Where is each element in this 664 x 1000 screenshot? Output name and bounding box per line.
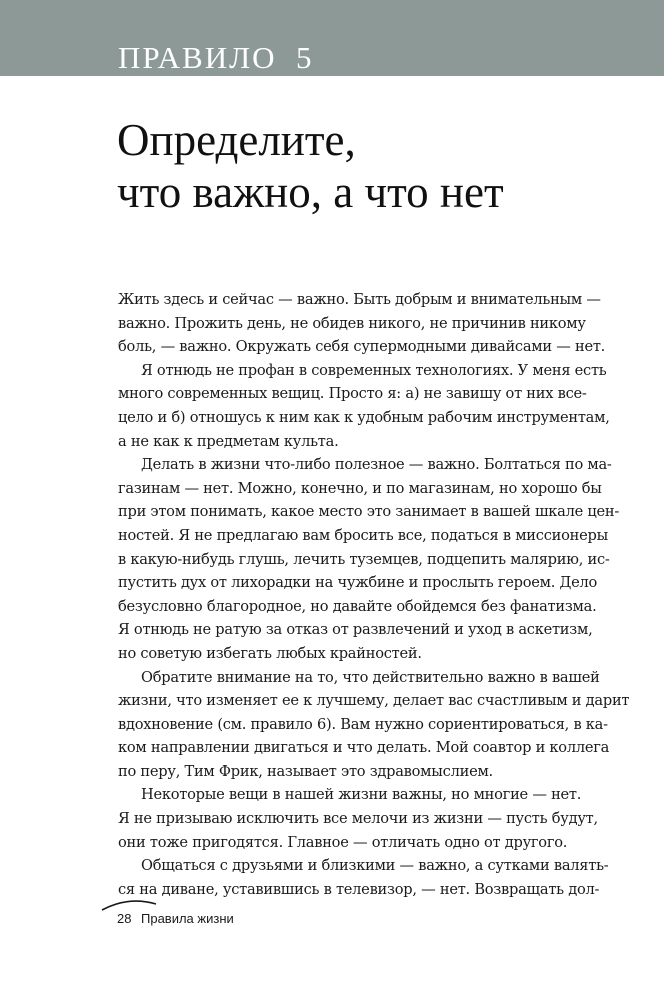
body-line: газинам — нет. Можно, конечно, и по магазинам, но хорошо бы bbox=[118, 479, 602, 497]
chapter-header-band bbox=[0, 0, 664, 76]
page-number: 28 bbox=[117, 911, 132, 926]
rule-number-label: ПРАВИЛО 5 bbox=[118, 40, 314, 75]
body-line: Делать в жизни что-либо полезное — важно. Болтаться по ма- bbox=[141, 456, 612, 474]
body-line: при этом понимать, какое место это занимает в вашей шкале цен- bbox=[118, 503, 620, 521]
body-line: в какую-нибудь глушь, лечить туземцев, подцепить малярию, ис- bbox=[118, 550, 610, 568]
body-line: по перу, Тим Фрик, называет это здравомыслием. bbox=[118, 762, 493, 780]
body-line: они тоже пригодятся. Главное — отличать одно от другого. bbox=[118, 833, 568, 851]
body-line: а не как к предметам культа. bbox=[118, 432, 339, 450]
body-line: Я не призываю исключить все мелочи из жизни — пусть будут, bbox=[118, 810, 598, 828]
chapter-title-line-2: что важно, а что нет bbox=[117, 167, 504, 217]
body-line: боль, — важно. Окружать себя супермодными дивайсами — нет. bbox=[118, 338, 606, 356]
page-footer bbox=[100, 880, 300, 930]
body-line: пустить дух от лихорадки на чужбине и прослыть героем. Дело bbox=[118, 574, 598, 592]
body-line: безусловно благородное, но давайте обойдемся без фанатизма. bbox=[118, 597, 597, 615]
body-line: ком направлении двигаться и что делать. Мой соавтор и коллега bbox=[118, 739, 610, 757]
body-line: Некоторые вещи в нашей жизни важны, но многие — нет. bbox=[141, 786, 582, 804]
body-line: много современных вещиц. Просто я: а) не завишу от них все- bbox=[118, 385, 587, 403]
running-book-title: Правила жизни bbox=[141, 911, 234, 926]
body-line: Я отнюдь не ратую за отказ от развлечений и уход в аскетизм, bbox=[118, 621, 593, 639]
body-text bbox=[118, 288, 630, 901]
body-line: вдохновение (см. правило 6). Вам нужно сориентироваться, в ка- bbox=[118, 715, 608, 733]
body-line: ся на диване, уставившись в телевизор, — нет. Возвращать дол- bbox=[118, 880, 600, 898]
body-line: Жить здесь и сейчас — важно. Быть добрым и внимательным — bbox=[118, 291, 601, 308]
body-line: важно. Прожить день, не обидев никого, не причинив никому bbox=[118, 314, 586, 332]
body-line: Общаться с друзьями и близкими — важно, а сутками валять- bbox=[141, 857, 609, 875]
body-line: Я отнюдь не профан в современных технологиях. У меня есть bbox=[141, 361, 607, 379]
body-line: Обратите внимание на то, что действительно важно в вашей bbox=[141, 668, 600, 686]
body-line: жизни, что изменяет ее к лучшему, делает вас счастливым и дарит bbox=[118, 692, 630, 710]
body-line: цело и б) отношусь к ним как к удобным рабочим инструментам, bbox=[118, 408, 610, 426]
body-line: ностей. Я не предлагаю вам бросить все, податься в миссионеры bbox=[118, 526, 608, 544]
chapter-title bbox=[117, 114, 637, 218]
body-line: но советую избегать любых крайностей. bbox=[118, 644, 422, 662]
chapter-title-line-1: Определите, bbox=[117, 115, 356, 165]
footer-arc-ornament bbox=[100, 898, 160, 912]
